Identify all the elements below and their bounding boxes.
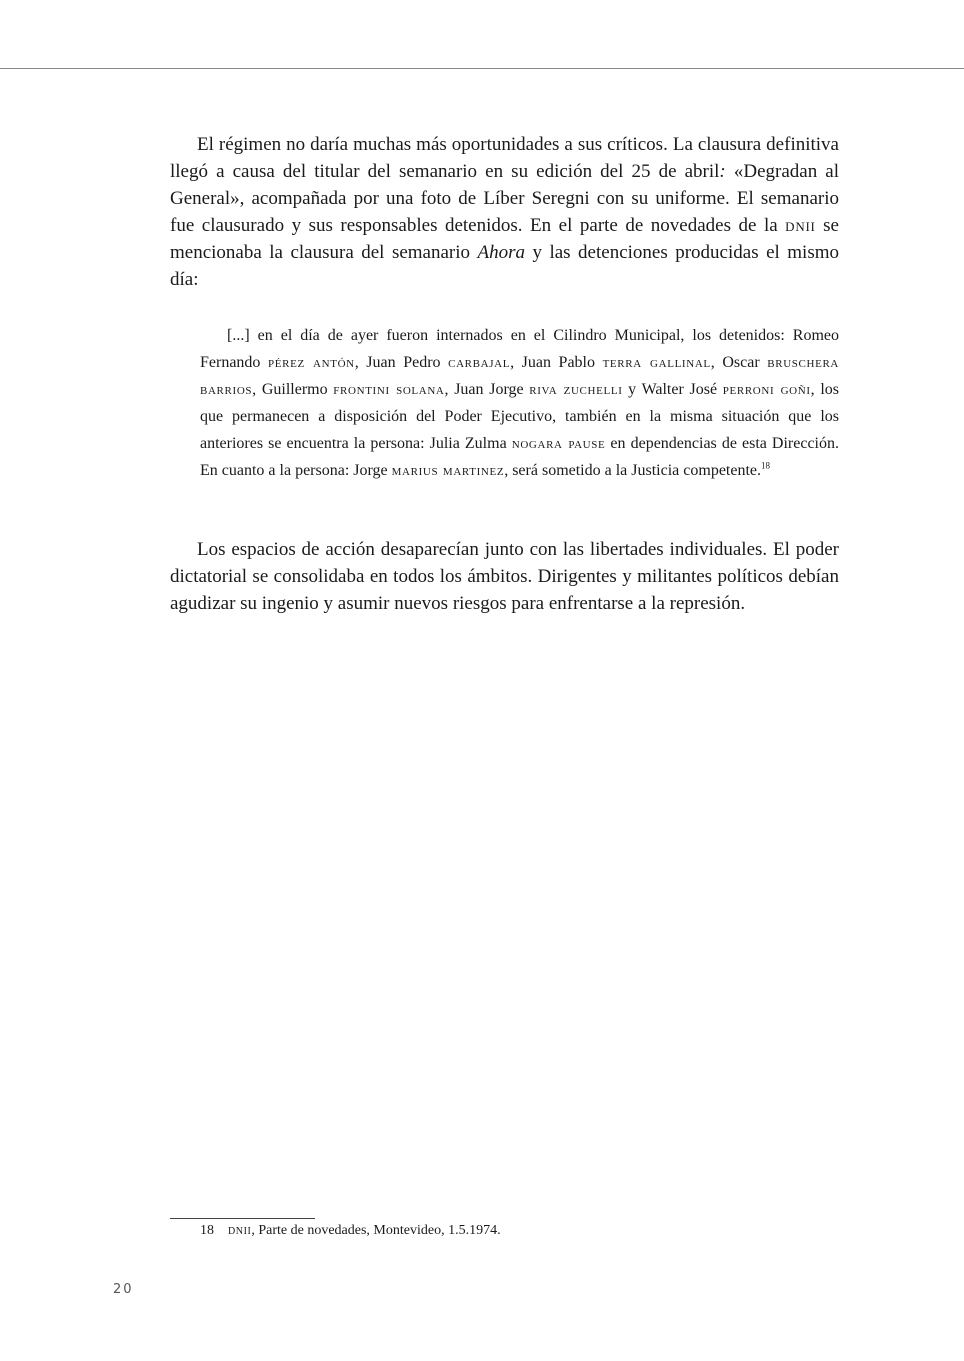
quote-text: , Juan Jorge	[444, 381, 530, 398]
quote-text: [...] en el día de ayer fueron internados en el Cilindro Municipal, los detenidos: Romeo Fernando	[200, 327, 839, 371]
acronym-dnii: dnii	[785, 215, 816, 236]
quote-text: , Juan Pablo	[510, 354, 603, 371]
quote-text: y Walter José	[622, 381, 723, 398]
footnote-reference[interactable]: 18	[761, 460, 771, 471]
quote-surname: bruschera barrios	[200, 354, 840, 398]
quote-surname: pérez antón	[268, 354, 355, 371]
quote-surname: nogara pause	[511, 435, 606, 452]
footnote	[200, 1221, 501, 1241]
quote-text: en dependencias de esta Dirección. En cuanto a la persona: Jorge	[200, 435, 839, 479]
quote-surname: frontini solana	[333, 381, 445, 398]
p1-text-1: El régimen no daría muchas más oportunidades a sus críticos. La clausura definitiva llegó a causa del titular del semanario en su edición del 25 de abril	[170, 134, 839, 182]
p1-text-2: «Degradan al General», acompañada por una foto de Líber Seregni con su uniforme. El semanario fue clausurado y sus responsables detenidos. En el parte de novedades de la	[170, 161, 839, 236]
quote-surname: riva zuchelli	[529, 381, 623, 398]
p1-text-4: y las detenciones producidas el mismo día:	[170, 242, 839, 290]
quote-surname: carbajal	[448, 354, 511, 371]
footnote-acronym: dnii	[228, 1223, 252, 1238]
quote-surname: terra gallinal	[602, 354, 711, 371]
quote-text: , Guillermo	[252, 381, 334, 398]
block-quote	[200, 322, 839, 484]
footnote-text: , Parte de novedades, Montevideo, 1.5.1974.	[251, 1223, 501, 1238]
quote-text: , Oscar	[710, 354, 768, 371]
page-number: 20	[113, 1282, 134, 1297]
body-paragraph-1	[170, 131, 839, 293]
quote-text: , será sometido a la Justicia competente.	[504, 462, 762, 479]
quote-surname: perroni goñi	[722, 381, 811, 398]
quote-text: , Juan Pedro	[354, 354, 449, 371]
p1-colon: :	[719, 161, 726, 182]
footnote-number: 18	[200, 1223, 214, 1238]
quote-surname: marius martinez	[391, 462, 505, 479]
p1-text-3: se mencionaba la clausura del semanario	[170, 215, 839, 263]
footnote-rule	[170, 1218, 315, 1219]
body-paragraph-2: Los espacios de acción desaparecían junto con las libertades individuales. El poder dictatorial se consolidaba en todos los ámbitos. Dirigentes y militantes políticos debían agudizar su ingenio y asumir nuevos riesgos para enfrentarse a la represión.	[170, 539, 839, 614]
newspaper-title: Ahora	[477, 242, 525, 263]
header-rule	[0, 68, 964, 69]
quote-text: , los que permanecen a disposición del Poder Ejecutivo, también en la misma situación que los anteriores se encuentra la persona: Julia Zulma	[200, 381, 840, 452]
